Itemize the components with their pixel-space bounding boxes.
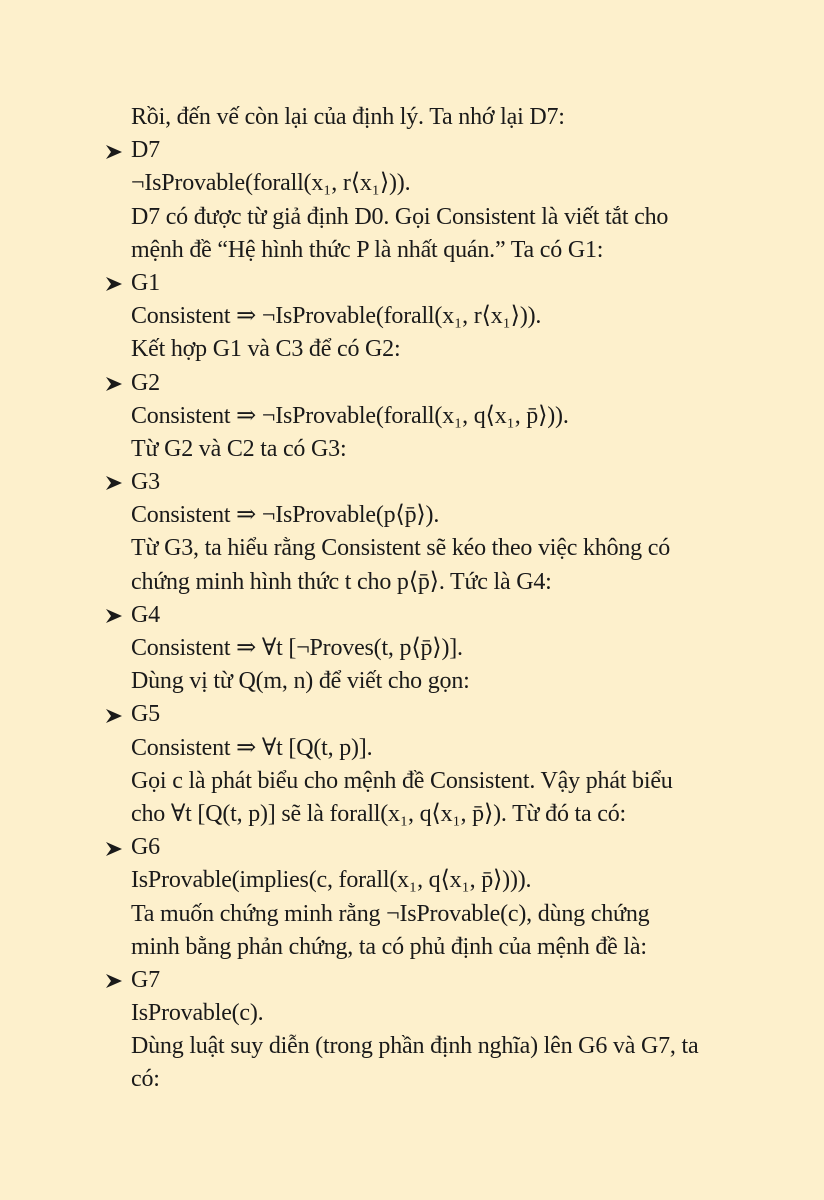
text-line [131,1030,791,1063]
line-text: Dùng vị từ Q(m, n) để viết cho gọn: [131,668,470,695]
bullet-label: G5 [131,701,160,728]
document-body [131,101,791,1097]
line-text: IsProvable(implies(c, forall(x₁, q⟨x₁, p̄⟩))). [131,867,532,894]
bullet-label: G7 [131,966,160,993]
line-text: Dùng luật suy diễn (trong phần định nghĩa) lên G6 và G7, ta [131,1033,699,1060]
bullet-heading [131,367,791,400]
line-text: Consistent ⇒ ¬IsProvable(forall(x₁, r⟨x₁⟩)). [131,303,542,330]
line-text: Kết hợp G1 và C3 để có G2: [131,336,401,363]
bullet-label: D7 [131,137,160,164]
bullet-label: G1 [131,269,160,296]
bullet-heading [131,134,791,167]
arrowhead-bullet-icon [105,831,123,864]
text-line [131,798,791,831]
text-line [131,665,791,698]
arrowhead-bullet-icon [105,698,123,731]
line-text: minh bằng phản chứng, ta có phủ định của mệnh đề là: [131,933,647,960]
arrowhead-bullet-icon [105,134,123,167]
text-line [131,167,791,200]
bullet-heading [131,267,791,300]
line-text: D7 có được từ giả định D0. Gọi Consistent là viết tắt cho [131,203,669,230]
line-text: ¬IsProvable(forall(x₁, r⟨x₁⟩)). [131,170,411,197]
text-line [131,300,791,333]
text-line [131,566,791,599]
text-line [131,400,791,433]
bullet-label: G2 [131,369,160,396]
text-line [131,864,791,897]
text-line [131,101,791,134]
line-text: Consistent ⇒ ∀t [¬Proves(t, p⟨p̄⟩)]. [131,635,463,661]
text-line [131,499,791,532]
arrowhead-bullet-icon [105,267,123,300]
text-line [131,997,791,1030]
line-text: Gọi c là phát biểu cho mệnh đề Consistent. Vậy phát biểu [131,767,673,794]
text-line [131,732,791,765]
text-line [131,1063,791,1096]
line-text: Từ G2 và C2 ta có G3: [131,435,347,462]
bullet-heading [131,698,791,731]
line-text: Từ G3, ta hiểu rằng Consistent sẽ kéo theo việc không có [131,535,671,562]
arrowhead-bullet-icon [105,466,123,499]
line-text: Consistent ⇒ ¬IsProvable(forall(x₁, q⟨x₁, p̄⟩)). [131,402,569,429]
bullet-label: G4 [131,601,160,628]
line-text: Rồi, đến vế còn lại của định lý. Ta nhớ lại D7: [131,104,565,130]
text-line [131,632,791,665]
line-text: cho ∀t [Q(t, p)] sẽ là forall(x₁, q⟨x₁, p̄⟩). Từ đó ta có: [131,800,626,827]
arrowhead-bullet-icon [105,599,123,632]
bullet-heading [131,466,791,499]
line-text: Ta muốn chứng minh rằng ¬IsProvable(c), dùng chứng [131,900,650,927]
arrowhead-bullet-icon [105,367,123,400]
bullet-label: G3 [131,469,160,496]
text-line [131,765,791,798]
text-line [131,234,791,267]
bullet-heading [131,599,791,632]
text-line [131,931,791,964]
text-line [131,898,791,931]
line-text: IsProvable(c). [131,1000,264,1027]
bullet-heading [131,831,791,864]
line-text: Consistent ⇒ ¬IsProvable(p⟨p̄⟩). [131,502,440,529]
text-line [131,433,791,466]
bullet-heading [131,964,791,997]
text-line [131,333,791,366]
line-text: Consistent ⇒ ∀t [Q(t, p)]. [131,734,373,761]
text-line [131,201,791,234]
bullet-label: G6 [131,834,160,861]
line-text: chứng minh hình thức t cho p⟨p̄⟩. Tức là G4: [131,568,552,595]
line-text: mệnh đề “Hệ hình thức P là nhất quán.” Ta có G1: [131,236,604,263]
text-line [131,532,791,565]
arrowhead-bullet-icon [105,964,123,997]
line-text: có: [131,1066,160,1093]
